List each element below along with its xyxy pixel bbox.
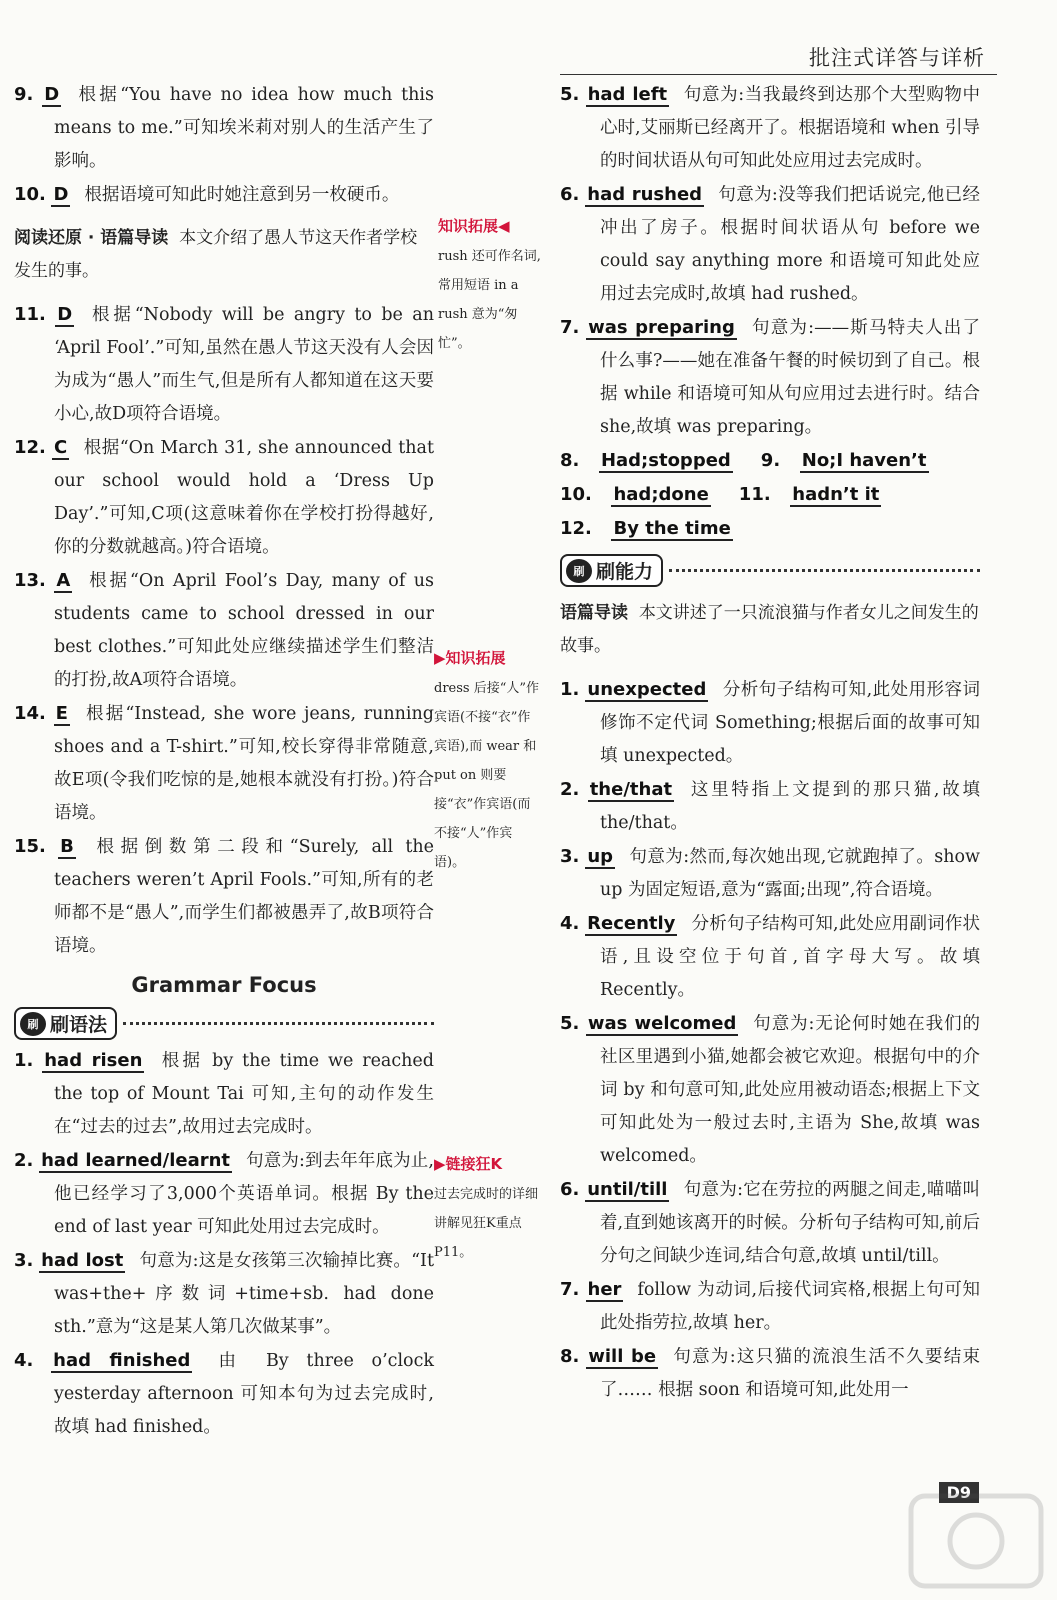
- item-answer: was welcomed: [587, 1013, 737, 1034]
- left-items-c: [14, 1044, 434, 1444]
- item-explanation: 分析句子结构可知,此处应用副词作状语,且设空位于句首,首字母大写。故填 Recently。: [600, 914, 980, 1000]
- item-number: 2.: [14, 1150, 34, 1171]
- item-answer: the/that: [589, 779, 673, 800]
- answer-item: [14, 564, 434, 697]
- right-short-answers: [560, 444, 980, 546]
- item-answer: had rushed: [587, 184, 703, 205]
- item-number: 9.: [14, 84, 34, 105]
- reading-guide-label: 阅读还原 · 语篇导读: [14, 228, 169, 248]
- page-number: D9: [939, 1482, 979, 1503]
- item-number: 3.: [14, 1250, 34, 1271]
- item-answer: D: [44, 84, 60, 105]
- item-number: 3.: [560, 846, 580, 867]
- short-answer-row: [560, 444, 980, 478]
- answer-item: [560, 1273, 980, 1340]
- ability-badge-row: [560, 554, 980, 587]
- reading-guide: [14, 222, 434, 288]
- answer-item: [560, 311, 980, 444]
- answer-item: [14, 1144, 434, 1244]
- item-answer: was preparing: [588, 317, 735, 338]
- item-answer: had risen: [44, 1050, 143, 1071]
- item-explanation: 句意为:无论何时她在我们的社区里遇到小猫,她都会被它欢迎。根据句中的介词 by 和句意可知,此处应用被动语态;根据上下文可知此处为一般过去时,主语为 She,故填 was welcomed。: [600, 1014, 980, 1166]
- answer-item: [14, 431, 434, 564]
- item-number: 10.: [560, 484, 592, 505]
- item-number: 6.: [560, 1179, 580, 1200]
- item-number: 1.: [560, 679, 580, 700]
- dotted-divider: [123, 1022, 434, 1025]
- item-explanation: 根据“Instead, she wore jeans, running shoes and a T-shirt.”可知,校长穿得非常随意,故E项(令我们吃惊的是,她根本就没有打扮。)符合语境。: [54, 704, 434, 823]
- short-answer: [761, 451, 943, 471]
- right-items-a: [560, 78, 980, 444]
- item-explanation: 句意为:它在劳拉的两腿之间走,喵喵叫着,直到她该离开的时候。分析句子结构可知,前后分句之间缺少连词,结合句意,故填 until/till。: [600, 1180, 980, 1266]
- left-items-b: [14, 298, 434, 963]
- item-number: 11.: [14, 304, 46, 325]
- item-answer: had learned/learnt: [41, 1150, 231, 1171]
- item-number: 12.: [14, 437, 46, 458]
- item-answer: had finished: [53, 1350, 191, 1371]
- item-number: 8.: [560, 1346, 580, 1367]
- note-tag: 链接狂K: [445, 1155, 503, 1173]
- item-number: 5.: [560, 84, 580, 105]
- item-number: 1.: [14, 1050, 34, 1071]
- answer-item: [14, 298, 434, 431]
- answer-item: [560, 773, 980, 840]
- item-answer: D: [57, 304, 73, 325]
- right-items-b: [560, 673, 980, 1407]
- item-answer: unexpected: [587, 679, 707, 700]
- item-explanation: 根据语境可知此时她注意到另一枚硬币。: [84, 185, 400, 205]
- item-explanation: 根据 by the time we reached the top of Mount Tai 可知,主句的动作发生在“过去的过去”,故用过去完成时。: [54, 1051, 434, 1137]
- text-guide: [560, 597, 980, 663]
- item-number: 4.: [560, 913, 580, 934]
- answer-item: [14, 1344, 434, 1444]
- item-answer: will be: [588, 1346, 657, 1367]
- item-answer: B: [60, 836, 74, 857]
- answer-item: [14, 1244, 434, 1344]
- item-explanation: 根据“On March 31, she announced that our school would hold a ‘Dress Up Day’.”可知,C项(这意味着你在学校打扮得越好,你的分数就越高。)符合语境。: [54, 438, 434, 557]
- item-answer: had lost: [41, 1250, 124, 1271]
- item-answer: D: [53, 184, 69, 205]
- answer-item: [560, 178, 980, 311]
- note-tag: 知识拓展: [438, 217, 499, 235]
- pen-icon: 刷: [566, 559, 592, 583]
- item-answer: No;I haven’t: [801, 450, 927, 471]
- item-answer: A: [56, 570, 71, 591]
- short-answer: [560, 519, 747, 539]
- note-text: dress 后接“人”作宾语(不接“衣”作宾语),而 wear 和 put on 则要接“衣”作宾语(而不接“人”作宾语)。: [434, 681, 539, 870]
- item-explanation: 句意为:到去年年底为止,他已经学习了3,000个英语单词。根据 By the end of last year 可知此处用过去完成时。: [54, 1151, 434, 1237]
- margin-note-dress: [434, 644, 542, 877]
- item-explanation: 句意为:然而,每次她出现,它就跑掉了。show up 为固定短语,意为“露面;出现”,符合语境。: [600, 847, 980, 900]
- note-tag: 知识拓展: [445, 649, 506, 667]
- answer-item: [560, 78, 980, 178]
- arrow-icon: ◀: [498, 217, 510, 235]
- text-guide-text: 本文讲述了一只流浪猫与作者女儿之间发生的故事。: [560, 603, 979, 656]
- item-explanation: 根据“You have no idea how much this means to me.”可知埃米莉对别人的生活产生了影响。: [54, 85, 434, 171]
- item-explanation: 根据“On April Fool’s Day, many of us students came to school dressed in our best clothes.”可知此处应继续描述学生们整洁的打扮,故A项符合语境。: [54, 571, 434, 690]
- item-explanation: follow 为动词,后接代词宾格,根据上句可知此处指劳拉,故填 her。: [600, 1280, 980, 1333]
- item-answer: hadn’t it: [792, 484, 880, 505]
- section-title: Grammar Focus: [131, 973, 317, 997]
- right-column: [560, 78, 980, 1407]
- ability-badge-label: 刷能力: [596, 561, 654, 583]
- item-answer: Had;stopped: [600, 450, 731, 471]
- item-explanation: 分析句子结构可知,此处用形容词修饰不定代词 Something;根据后面的故事可知填 unexpected。: [600, 680, 980, 766]
- short-answer-row: [560, 512, 980, 546]
- ability-badge: [560, 554, 663, 587]
- reading-guide-text: 本文介绍了愚人节这天作者学校发生的事。: [14, 228, 418, 281]
- answer-item: [14, 1044, 434, 1144]
- item-number: 12.: [560, 518, 592, 539]
- item-answer: By the time: [613, 518, 731, 539]
- arrow-icon: ▶: [434, 649, 446, 667]
- item-explanation: 根据“Nobody will be angry to be an ‘April Fool’.”可知,虽然在愚人节这天没有人会因为成为“愚人”而生气,但是所有人都知道在这天要小心,故D项符合语境。: [54, 305, 434, 424]
- watermark-logo: [901, 1486, 1051, 1596]
- answer-item: [14, 178, 434, 212]
- text-guide-label: 语篇导读: [560, 603, 628, 623]
- grammar-badge-label: 刷语法: [50, 1014, 108, 1036]
- item-answer: had;done: [613, 484, 709, 505]
- answer-item: [560, 907, 980, 1007]
- margin-note-link: [434, 1150, 542, 1267]
- item-answer: C: [53, 437, 68, 458]
- item-answer: her: [587, 1279, 622, 1300]
- item-answer: until/till: [587, 1179, 668, 1200]
- item-number: 9.: [760, 450, 781, 471]
- item-number: 15.: [14, 836, 46, 857]
- item-number: 7.: [560, 317, 580, 338]
- item-number: 10.: [14, 184, 46, 205]
- answer-item: [560, 840, 980, 907]
- short-answer: [739, 485, 896, 505]
- left-items-a: [14, 78, 434, 212]
- item-explanation: 句意为:这是女孩第三次输掉比赛。“It was+the+序数词+time+sb. had done sth.”意为“这是某人第几次做某事”。: [54, 1251, 434, 1337]
- answer-item: [560, 1007, 980, 1173]
- short-answer: [560, 451, 747, 471]
- item-explanation: 句意为:这只猫的流浪生活不久要结束了…… 根据 soon 和语境可知,此处用一: [600, 1347, 980, 1400]
- answer-item: [560, 673, 980, 773]
- answer-item: [14, 78, 434, 178]
- answer-item: [560, 1173, 980, 1273]
- item-explanation: 由 By three o’clock yesterday afternoon 可知本句为过去完成时,故填 had finished。: [54, 1351, 434, 1437]
- header-title: 批注式详答与详析: [809, 46, 985, 70]
- item-explanation: 句意为:没等我们把话说完,他已经冲出了房子。根据时间状语从句 before we could say anything more 和语境可知此处应用过去完成时,故填 had rushed。: [600, 185, 980, 304]
- item-number: 7.: [560, 1279, 580, 1300]
- header-divider: [560, 74, 997, 75]
- item-answer: E: [55, 703, 68, 724]
- item-explanation: 这里特指上文提到的那只猫,故填 the/that。: [600, 780, 980, 833]
- item-number: 14.: [14, 703, 46, 724]
- margin-note-rush: [438, 212, 546, 358]
- item-answer: Recently: [587, 913, 676, 934]
- answer-item: [14, 830, 434, 963]
- item-number: 11.: [738, 484, 771, 505]
- short-answer-row: [560, 478, 980, 512]
- item-number: 8.: [560, 450, 580, 471]
- grammar-badge-row: [14, 1007, 434, 1040]
- grammar-badge: [14, 1007, 117, 1040]
- dotted-divider: [669, 569, 980, 572]
- left-column: [14, 78, 434, 1444]
- item-explanation: 根据倒数第二段和“Surely, all the teachers weren’t April Fools.”可知,所有的老师都不是“愚人”,而学生们都被愚弄了,故B项符合语境。: [54, 837, 434, 956]
- item-number: 6.: [560, 184, 580, 205]
- item-number: 4.: [14, 1350, 34, 1371]
- pen-icon: 刷: [20, 1012, 46, 1036]
- item-explanation: 句意为:——斯马特夫人出了什么事?——她在准备午餐的时候切到了自己。根据 while 和语境可知从句应用过去进行时。结合 she,故填 was preparing。: [600, 318, 980, 437]
- item-number: 13.: [14, 570, 46, 591]
- item-number: 5.: [560, 1013, 580, 1034]
- item-answer: had left: [587, 84, 668, 105]
- note-text: rush 还可作名词,常用短语 in a rush 意为“匆忙”。: [438, 249, 541, 351]
- item-number: 2.: [560, 779, 580, 800]
- note-text: 过去完成时的详细讲解见狂K重点P11。: [434, 1187, 539, 1260]
- arrow-icon: ▶: [434, 1155, 446, 1173]
- short-answer: [560, 485, 725, 505]
- answer-item: [560, 1340, 980, 1407]
- answer-item: [14, 697, 434, 830]
- item-answer: up: [587, 846, 614, 867]
- item-explanation: 句意为:当我最终到达那个大型购物中心时,艾丽斯已经离开了。根据语境和 when 引导的时间状语从句可知此处应用过去完成时。: [600, 85, 980, 171]
